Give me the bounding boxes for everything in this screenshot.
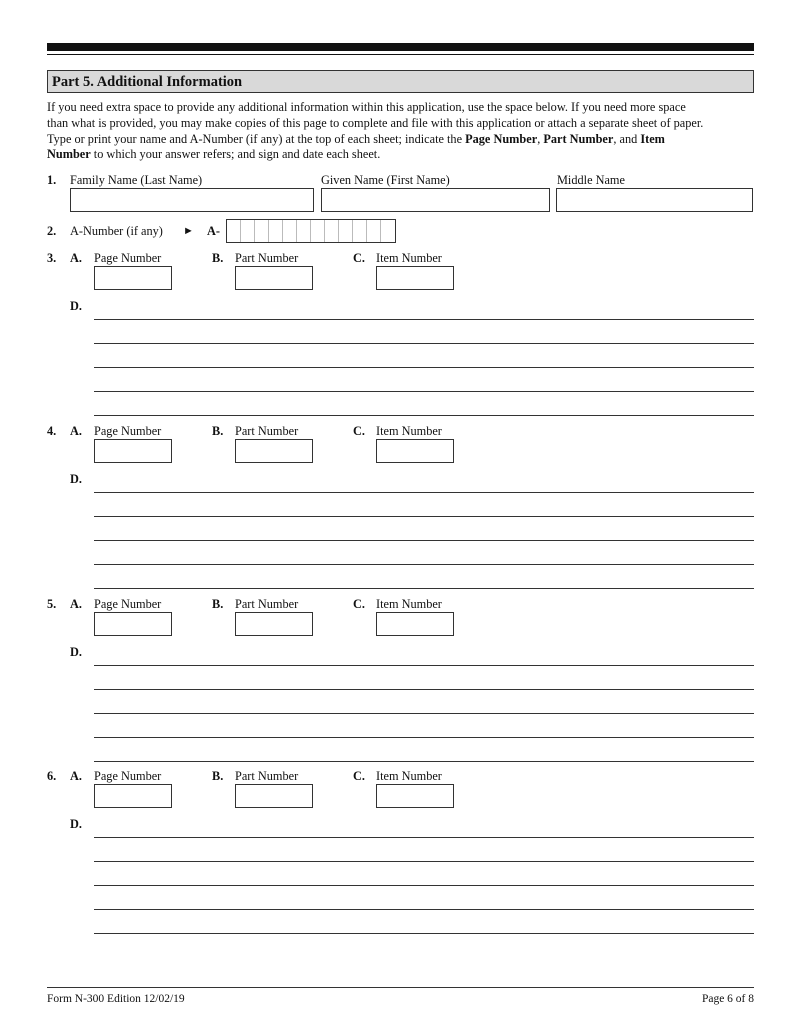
item-number-label: Item Number — [376, 424, 442, 438]
answer-line[interactable] — [94, 391, 754, 392]
family-name-field[interactable] — [70, 188, 314, 212]
footer-rule — [47, 987, 754, 988]
sub-d-letter: D. — [70, 645, 82, 659]
item-2-number: 2. — [47, 224, 57, 238]
answer-line[interactable] — [94, 516, 754, 517]
sub-d-letter: D. — [70, 299, 82, 313]
part-number-field[interactable] — [235, 612, 313, 636]
instructions-line: than what is provided, you may make copies of this page to complete and file with this application or attach a separate sheet of paper. — [47, 115, 704, 130]
sub-a-letter: A. — [70, 769, 82, 783]
page-number: Page 6 of 8 — [701, 993, 754, 1005]
answer-line[interactable] — [94, 861, 754, 862]
form-edition: Form N-300 Edition 12/02/19 — [47, 993, 185, 1005]
answer-line[interactable] — [94, 713, 754, 714]
top-rule-thin — [47, 54, 754, 55]
item-number-field[interactable] — [376, 612, 454, 636]
page-number-field[interactable] — [94, 784, 172, 808]
a-number-field[interactable] — [226, 219, 396, 243]
item-1-number: 1. — [47, 173, 57, 187]
item-6-number: 6. — [47, 769, 57, 783]
item-number-label: Item Number — [376, 597, 442, 611]
item-number-field[interactable] — [376, 266, 454, 290]
part-number-field[interactable] — [235, 784, 313, 808]
item-number-label: Item Number — [376, 251, 442, 265]
given-name-field[interactable] — [321, 188, 550, 212]
answer-line[interactable] — [94, 665, 754, 666]
sub-c-letter: C. — [353, 769, 365, 783]
page-number-label: Page Number — [94, 424, 162, 438]
part-number-label: Part Number — [235, 251, 299, 265]
part-number-label: Part Number — [235, 769, 299, 783]
answer-line[interactable] — [94, 885, 754, 886]
item-number-label: Item Number — [376, 769, 442, 783]
sub-b-letter: B. — [212, 424, 224, 438]
item-5-number: 5. — [47, 597, 57, 611]
given-name-label: Given Name (First Name) — [321, 173, 450, 187]
answer-line[interactable] — [94, 343, 754, 344]
part-number-label: Part Number — [235, 597, 299, 611]
answer-line[interactable] — [94, 540, 754, 541]
answer-line[interactable] — [94, 761, 754, 762]
page-number-field[interactable] — [94, 612, 172, 636]
page-number-label: Page Number — [94, 597, 162, 611]
middle-name-field[interactable] — [556, 188, 753, 212]
item-4-number: 4. — [47, 424, 57, 438]
answer-line[interactable] — [94, 415, 754, 416]
part-number-label: Part Number — [235, 424, 299, 438]
instructions-text — [47, 100, 762, 163]
answer-line[interactable] — [94, 319, 754, 320]
part-number-field[interactable] — [235, 266, 313, 290]
middle-name-label: Middle Name — [557, 173, 625, 187]
answer-line[interactable] — [94, 367, 754, 368]
part-number-field[interactable] — [235, 439, 313, 463]
a-number-prefix: A- — [207, 224, 220, 238]
item-3-number: 3. — [47, 251, 57, 265]
sub-b-letter: B. — [212, 597, 224, 611]
answer-line[interactable] — [94, 933, 754, 934]
sub-a-letter: A. — [70, 424, 82, 438]
sub-b-letter: B. — [212, 769, 224, 783]
sub-a-letter: A. — [70, 597, 82, 611]
sub-d-letter: D. — [70, 817, 82, 831]
sub-c-letter: C. — [353, 597, 365, 611]
sub-a-letter: A. — [70, 251, 82, 265]
item-number-field[interactable] — [376, 784, 454, 808]
answer-line[interactable] — [94, 588, 754, 589]
page-number-field[interactable] — [94, 266, 172, 290]
answer-line[interactable] — [94, 737, 754, 738]
part-5-header: Part 5. Additional Information — [47, 70, 754, 93]
page-number-label: Page Number — [94, 251, 162, 265]
answer-line[interactable] — [94, 564, 754, 565]
sub-b-letter: B. — [212, 251, 224, 265]
item-number-field[interactable] — [376, 439, 454, 463]
arrow-icon: ► — [183, 225, 194, 237]
top-rule-thick — [47, 43, 754, 51]
instructions-line: Type or print your name and A-Number (if any) at the top of each sheet; indicate the Page Number, Part Number, and Item — [47, 131, 665, 146]
sub-d-letter: D. — [70, 472, 82, 486]
family-name-label: Family Name (Last Name) — [70, 173, 203, 187]
instructions-line: Number to which your answer refers; and sign and date each sheet. — [47, 147, 381, 162]
answer-line[interactable] — [94, 492, 754, 493]
sub-c-letter: C. — [353, 424, 365, 438]
answer-line[interactable] — [94, 689, 754, 690]
a-number-label: A-Number (if any) — [70, 224, 163, 238]
answer-line[interactable] — [94, 837, 754, 838]
sub-c-letter: C. — [353, 251, 365, 265]
answer-line[interactable] — [94, 909, 754, 910]
page-number-label: Page Number — [94, 769, 162, 783]
instructions-line: If you need extra space to provide any additional information within this application, use the space below. If you need more space — [47, 100, 686, 114]
page-number-field[interactable] — [94, 439, 172, 463]
